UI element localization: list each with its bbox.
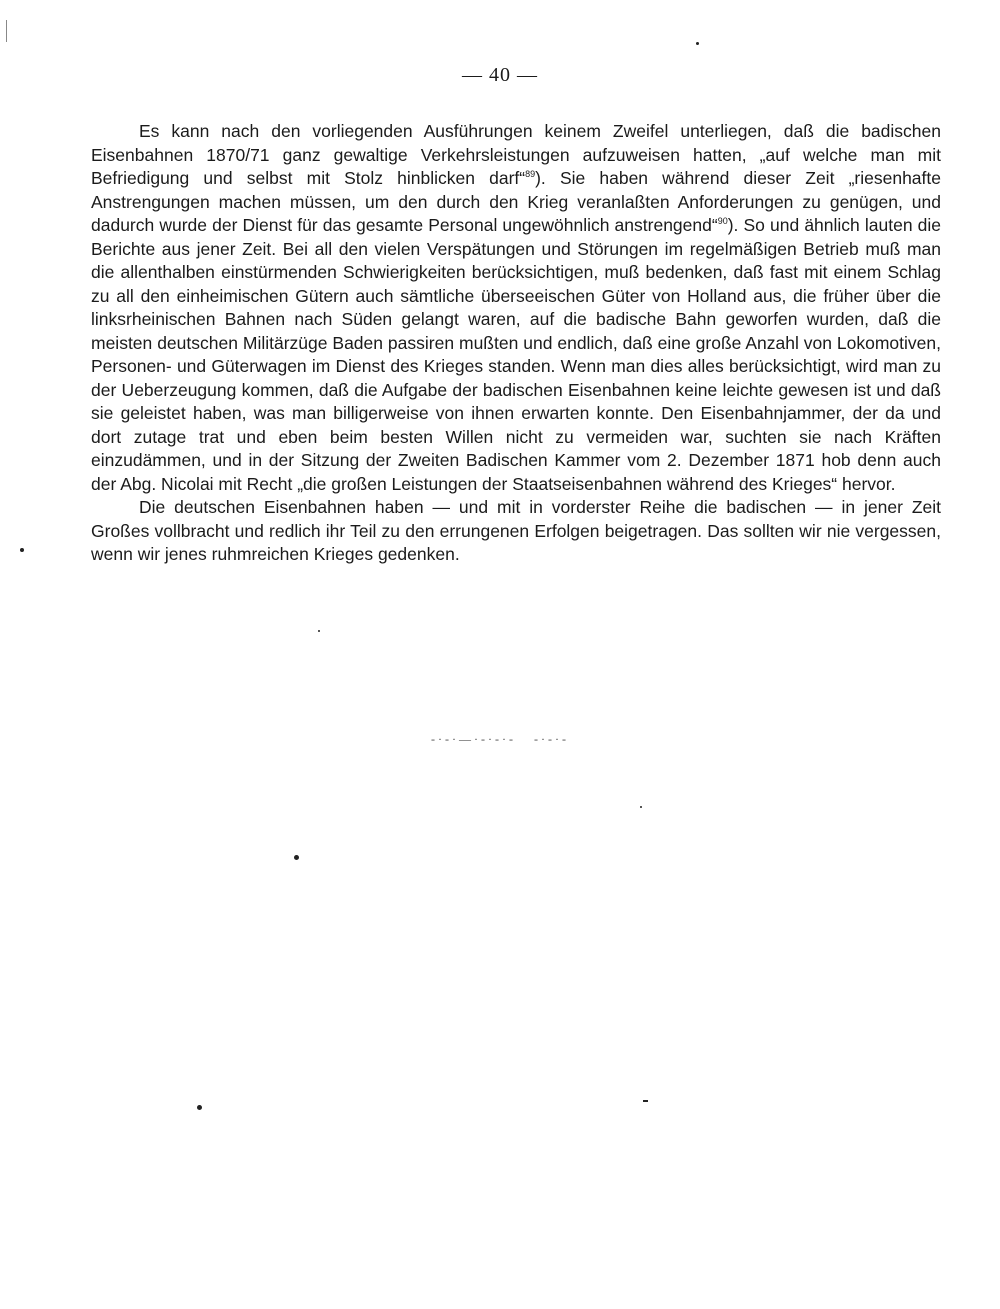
- paragraph: [91, 496, 941, 567]
- scan-speck: [197, 1105, 202, 1110]
- scan-speck: [643, 1100, 648, 1102]
- page-number: — 40 —: [462, 64, 538, 86]
- scan-speck: [640, 806, 642, 808]
- text-segment: ). So und ähnlich lauten die Berichte aus jener Zeit. Bei all den vielen Verspätungen und Störungen im regelmäßigen Betrieb muß man die allenthalben einstürmenden Schwierigkeiten berücksichtigen, muß bedenken, daß fast mit einem Schlag zu all den einheimischen Gütern auch sämtliche überseeischen Güter von Holland aus, die früher über die linksrheinischen Bahnen nach Süden gelangt waren, auf die badische Bahn geworfen wurden, daß die meisten deutschen Militärzüge Baden passiren mußten und endlich, daß eine große Anzahl von Lokomotiven, Personen- und Güterwagen im Dienst des Krieges standen. Wenn man dies alles berücksichtigt, wird man zu der Ueberzeugung kommen, daß die Aufgabe der badischen Eisenbahnen keine leichte gewesen ist und daß sie geleistet haben, was man billigerweise von ihnen erwarten konnte. Den Eisenbahnjammer, der da und dort zutage trat und eben beim besten Willen nicht zu vermeiden war, suchten sie nach Kräften einzudämmen, und in der Sitzung der Zweiten Badischen Kammer vom 2. Dezember 1871 hob denn auch der Abg. Nicolai mit Recht „die großen Leistungen der Staatseisenbahnen während des Krieges“ hervor.: [91, 215, 942, 494]
- footnote-ref: 90: [717, 216, 728, 226]
- scan-speck: [294, 855, 299, 860]
- text-segment: ). Sie haben während dieser Zeit „riesenhafte Anstrengungen machen müssen, um den durch den Krieg veranlaßten Anforderungen zu genügen, und dadurch wurde der Dienst für das gesamte Personal ungewöhnlich anstrengend“: [91, 168, 941, 235]
- body-text: [91, 120, 941, 567]
- closing-ornament: -·-·—·-·-·- -·-·-: [431, 732, 569, 746]
- footnote-ref: 89: [525, 169, 536, 179]
- text-segment: Es kann nach den vorliegenden Ausführungen keinem Zweifel unterliegen, daß die badischen Eisenbahnen 1870/71 ganz gewaltige Verkehrsleistungen aufzuweisen hatten, „auf welche man mit Befriedigung und selbst mit Stolz hinblicken darf“: [91, 121, 941, 188]
- scan-speck: [318, 630, 320, 632]
- paragraph: [91, 120, 941, 496]
- scan-speck: [696, 42, 699, 45]
- scan-edge-mark: [6, 20, 7, 42]
- text-segment: Die deutschen Eisenbahnen haben — und mit in vorderster Reihe die badischen — in jener Zeit Großes vollbracht und redlich ihr Teil zu den errungenen Erfolgen beigetragen. Das sollten wir nie vergessen, wenn wir jenes ruhmreichen Krieges gedenken.: [91, 497, 941, 564]
- scan-speck: [20, 548, 24, 552]
